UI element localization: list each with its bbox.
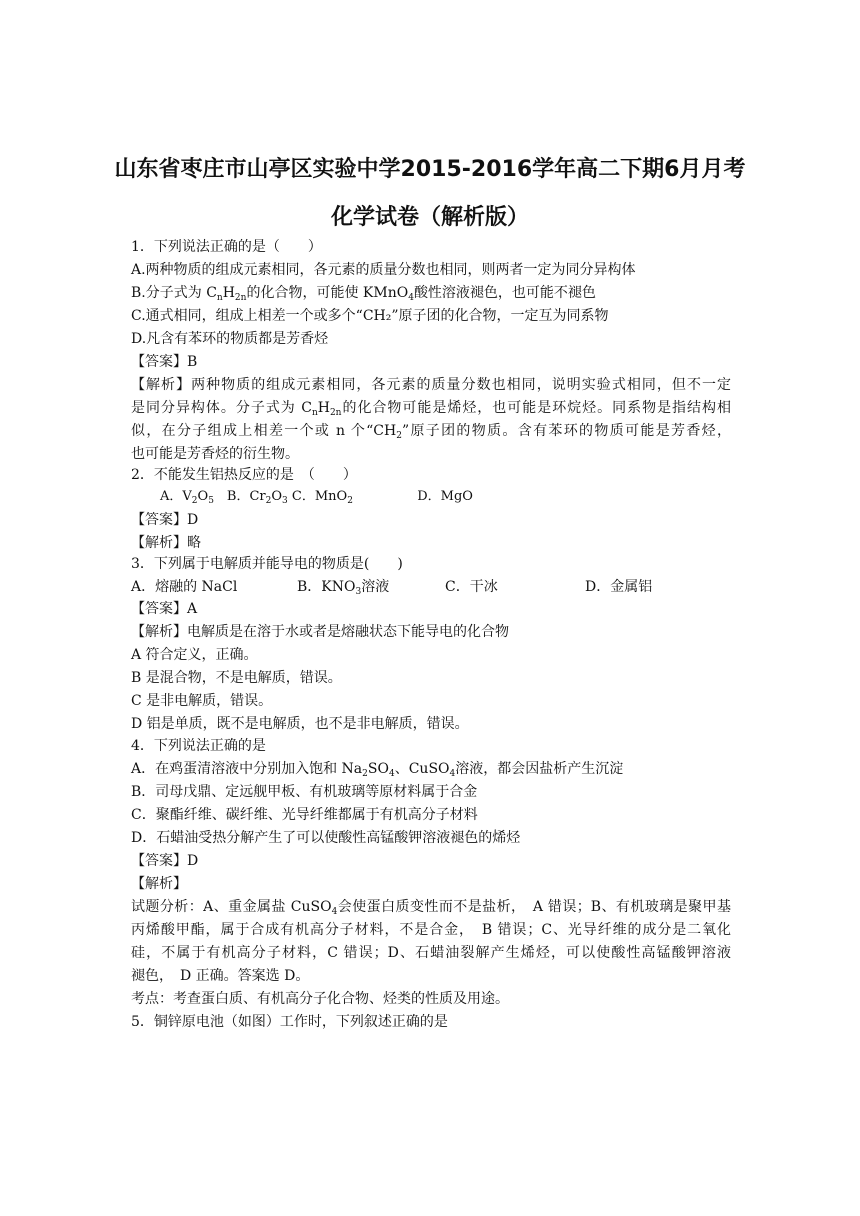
q3-stem: 3．下列属于电解质并能导电的物质是( ) [131,556,403,572]
document-title-line-1: 山东省枣庄市山亭区实验中学2015-2016学年高二下期6月月考 [114,157,746,182]
q3-option-d: D．金属铝 [585,579,653,595]
q5-stem: 5．铜锌原电池（如图）工作时，下列叙述正确的是 [131,1014,448,1030]
q2-option-d: D．MgO [417,489,473,504]
q2-option-abc: A．$V_2O_5$ B．$Cr_2O_3$ C．MnO$_2$ [160,489,353,506]
q1-option-a: A.两种物质的组成元素相同，各元素的质量分数也相同，则两者一定为同分异构体 [131,262,636,278]
q4-knowledge-point: 考点：考查蛋白质、有机高分子化合物、烃类的性质及用途。 [131,991,509,1007]
q3-explanation-c: C 是非电解质，错误。 [131,693,273,709]
document-title-line-2: 化学试卷（解析版） [330,205,529,230]
q1-explanation-line-3: 似，在分子组成上相差一个或 n 个“$CH_2$”原子团的物质。含有苯环的物质可能是芳香烃， [131,423,731,441]
q3-option-c: C．干冰 [445,579,498,595]
q1-answer: 【答案】B [131,354,198,370]
q3-explanation-a: A 符合定义，正确。 [131,647,258,663]
q4-explanation-line-1: 试题分析：A、重金属盐 CuSO$_4$会使蛋白质变性而不是盐析， A 错误；B、有机玻璃是聚甲基 [131,899,731,917]
q1-explanation-line-2: 是同分异构体。分子式为 $C_nH_{2n}$的化合物可能是烯烃，也可能是环烷烃。同系物是指结构相 [131,400,731,418]
q1-option-c: C.通式相同，组成上相差一个或多个“CH₂”原子团的化合物，一定互为同系物 [131,308,609,324]
q4-option-b: B．司母戊鼎、定远舰甲板、有机玻璃等原材料属于合金 [131,784,478,800]
q4-answer: 【答案】D [131,853,199,869]
q3-explanation-d: D 铝是单质，既不是电解质，也不是非电解质，错误。 [131,716,469,732]
q1-explanation-line-4: 也可能是芳香烃的衍生物。 [131,446,299,462]
q4-explanation-line-2: 丙烯酸甲酯，属于合成有机高分子材料，不是合金， B 错误；C、光导纤维的成分是二氧化 [131,922,731,938]
q4-explanation-line-4: 褪色， D 正确。答案选 D。 [131,968,310,984]
q3-option-b: B．$KNO_3$溶液 [297,579,390,597]
q4-option-a: A．在鸡蛋清溶液中分别加入饱和 $Na_2SO_4$、CuSO$_4$溶液，都会因盐析产生沉淀 [131,761,624,779]
q3-option-a: A．熔融的 NaCl [131,579,238,595]
q3-explanation-b: B 是混合物，不是电解质，错误。 [131,670,342,686]
q4-explanation-head: 【解析】 [131,876,187,892]
q1-option-b: B.分子式为 $C_nH_{2n}$的化合物，可能使 KMnO$_4$酸性溶液褪色，也可能不褪色 [131,285,596,303]
q1-explanation-line-1: 【解析】两种物质的组成元素相同，各元素的质量分数也相同，说明实验式相同，但不一定 [131,377,731,393]
q1-option-d: D.凡含有苯环的物质都是芳香烃 [131,331,329,347]
q3-answer: 【答案】A [131,601,198,617]
q3-explanation: 【解析】电解质是在溶于水或者是熔融状态下能导电的化合物 [131,624,509,640]
q4-stem: 4．下列说法正确的是 [131,738,266,754]
q1-stem: 1．下列说法正确的是（ ） [131,239,322,255]
q2-stem: 2．不能发生铝热反应的是 （ ） [131,467,357,483]
q4-option-d: D．石蜡油受热分解产生了可以使酸性高锰酸钾溶液褪色的烯烃 [131,830,521,846]
q2-explanation: 【解析】略 [131,535,201,551]
q2-options [160,488,473,506]
q2-answer: 【答案】D [131,512,199,528]
q4-option-c: C．聚酯纤维、碳纤维、光导纤维都属于有机高分子材料 [131,807,478,823]
q4-explanation-line-3: 硅，不属于有机高分子材料，C 错误；D、石蜡油裂解产生烯烃，可以使酸性高锰酸钾溶液 [131,945,731,961]
